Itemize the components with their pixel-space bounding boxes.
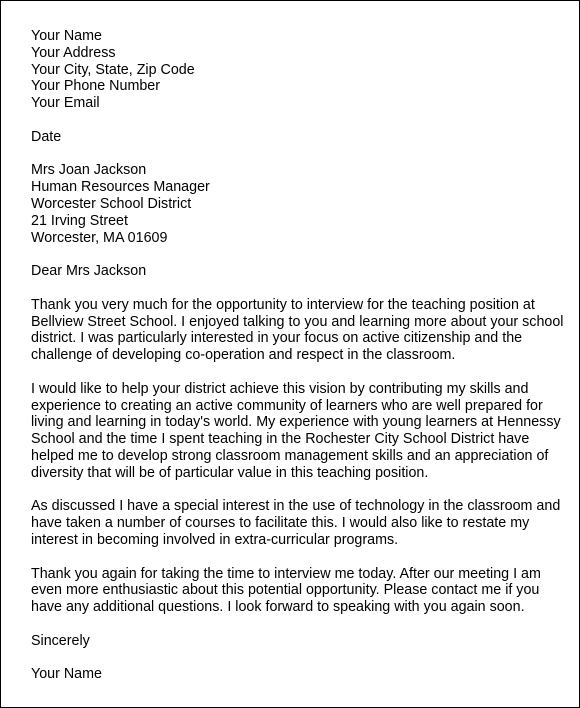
paragraph-line: have taken a number of courses to facilitate this. I would also like to restate my	[31, 515, 530, 532]
paragraph-line: interest in becoming involved in extra-curricular programs.	[31, 531, 399, 548]
recipient-street: 21 Irving Street	[31, 212, 128, 229]
paragraph-line: experience to creating an active community of learners who are well prepared for	[31, 397, 543, 414]
paragraph-line: Thank you again for taking the time to interview me today. After our meeting I am	[31, 565, 541, 582]
paragraph-line: challenge of developing co-operation and respect in the classroom.	[31, 347, 456, 364]
signature	[31, 666, 569, 683]
paragraph-line: helped me to develop strong classroom management skills and an appreciation of	[31, 447, 549, 464]
recipient-city-state-zip: Worcester, MA 01609	[31, 229, 168, 246]
date-line	[31, 129, 569, 146]
paragraph-line: Thank you very much for the opportunity to interview for the teaching position at	[31, 296, 535, 313]
recipient-title: Human Resources Manager	[31, 179, 210, 196]
salutation-text: Dear Mrs Jackson	[31, 263, 147, 280]
body-paragraph-1	[31, 297, 569, 364]
sender-block	[31, 28, 569, 112]
closing-text: Sincerely	[31, 632, 90, 649]
paragraph-line: I would like to help your district achieve this vision by contributing my skills and	[31, 380, 529, 397]
paragraph-line: district. I was particularly interested in your focus on active citizenship and the	[31, 330, 523, 347]
body-paragraph-3	[31, 498, 569, 548]
paragraph-line: have any additional questions. I look forward to speaking with you again soon.	[31, 599, 525, 616]
body-paragraph-4	[31, 566, 569, 616]
sender-address: Your Address	[31, 44, 116, 61]
paragraph-line: School and the time I spent teaching in the Rochester City School District have	[31, 431, 530, 448]
paragraph-line: living and learning in today's world. My experience with young learners at Hennessy	[31, 414, 561, 431]
recipient-block	[31, 162, 569, 246]
paragraph-line: As discussed I have a special interest in the use of technology in the classroom and	[31, 498, 561, 515]
recipient-name: Mrs Joan Jackson	[31, 162, 147, 179]
paragraph-line: even more enthusiastic about this potential opportunity. Please contact me if you	[31, 582, 540, 599]
body-paragraph-2	[31, 381, 569, 482]
closing	[31, 633, 569, 650]
sender-phone: Your Phone Number	[31, 78, 161, 95]
paragraph-line: diversity that will be of particular value in this teaching position.	[31, 464, 429, 481]
signature-name: Your Name	[31, 666, 102, 683]
paragraph-line: Bellview Street School. I enjoyed talking to you and learning more about your school	[31, 313, 564, 330]
sender-email: Your Email	[31, 95, 100, 112]
sender-city-state-zip: Your City, State, Zip Code	[31, 61, 195, 78]
letter-date: Date	[31, 128, 62, 145]
recipient-organization: Worcester School District	[31, 195, 192, 212]
sender-name: Your Name	[31, 28, 102, 44]
salutation	[31, 263, 569, 280]
